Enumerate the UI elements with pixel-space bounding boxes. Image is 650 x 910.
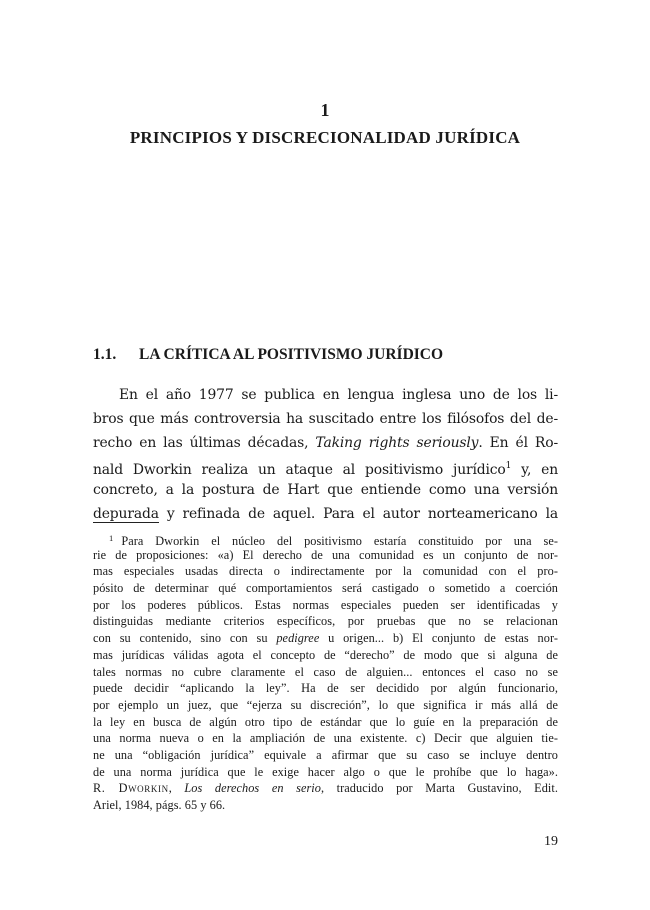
body-text-run: y, en	[511, 462, 558, 479]
footnote-line: por ejemplo un juez, que “ejerza su discreción”, lo que significa ir más allá de	[93, 697, 558, 712]
chapter-title: PRINCIPIOS Y DISCRECIONALIDAD JURÍDICA	[129, 128, 521, 147]
footnote-mark: 1	[109, 533, 114, 543]
footnote-line: puede decidir “aplicando la ley”. Ha de ser decidido por algún funcionario,	[93, 681, 558, 696]
body-text-run: recho en las últimas décadas,	[93, 434, 316, 451]
body-line: En el año 1977 se publica en lengua inglesa uno de los li-	[119, 387, 558, 403]
section-number: 1.1.	[93, 346, 117, 363]
cited-title-italic: Los derechos en serio	[184, 781, 321, 796]
footnote-line: la ley en busca de algún otro tipo de estándar que lo guíe en la preparación de	[93, 714, 558, 729]
footnote-line	[93, 780, 558, 797]
footnote-line: mas especiales usadas directa o indirectamente por la comunidad con el pro-	[93, 564, 558, 579]
footnote-line	[93, 530, 558, 547]
book-title-italic: Taking rights seriously	[315, 434, 479, 451]
footnote-line: rie de proposiciones: «a) El derecho de una comunidad es un conjunto de nor-	[93, 547, 558, 562]
footnote-line: Ariel, 1984, págs. 65 y 66.	[93, 798, 226, 812]
section-heading	[93, 346, 563, 364]
footnote-line	[93, 630, 558, 647]
footnote-line: una norma nueva o en la ampliación de una existente. c) Decir que alguien tie-	[93, 731, 558, 746]
footnote-line: distinguidas mediante criterios específicos, por pruebas que no se relacionan	[93, 614, 558, 629]
body-line: bros que más controversia ha suscitado entre los filósofos del de-	[93, 410, 558, 427]
footnote	[93, 530, 558, 814]
body-text-run: nald Dworkin realiza un ataque al positivismo jurídico	[93, 462, 506, 479]
footnote-text-run: con su contenido, sino con su	[93, 631, 277, 646]
author-name: R. Dworkin	[93, 781, 169, 796]
body-line	[93, 432, 558, 456]
footnote-text-run: , traducido por Marta Gustavino, Edit.	[320, 781, 558, 796]
footnote-line: pósito de determinar qué comportamientos será castigado o sometido a coerción	[93, 581, 558, 596]
page-number: 19	[544, 834, 558, 849]
footnote-line: ne una “obligación jurídica” equivale a afirmar que su caso se incluye dentro	[93, 747, 558, 762]
footnote-reference: 1	[505, 461, 512, 472]
footnote-line: de una norma jurídica que le exige hacer algo o que le prohíbe que lo haga».	[93, 764, 558, 779]
body-paragraph	[93, 384, 558, 527]
footnote-text-run: Para Dworkin el núcleo del positivismo estaría constituido por una se-	[121, 534, 558, 548]
footnote-text-run: u origen... b) El conjunto de estas nor-	[319, 631, 558, 646]
body-line: depurada y refinada de aquel. Para el autor norteamericano la	[93, 505, 558, 522]
section-title: LA CRÍTICA AL POSITIVISMO JURÍDICO	[139, 346, 444, 363]
body-line	[93, 455, 558, 479]
footnote-line: tales normas no cubre claramente el caso de alguien... entonces el caso no se	[93, 664, 558, 679]
body-text-run: . En él Ro-	[478, 434, 559, 451]
footnote-text-run: ,	[168, 781, 185, 796]
italic-term: pedigree	[276, 631, 320, 646]
footnote-line: por los poderes públicos. Estas normas especiales pueden ser identificadas y	[93, 597, 558, 612]
footnote-line: mas jurídicas válidas agota el concepto de “derecho” de modo que si alguna de	[93, 647, 558, 662]
chapter-number: 1	[320, 100, 330, 120]
body-line: concreto, a la postura de Hart que entiende como una versión	[93, 482, 558, 499]
footnote-divider	[93, 522, 159, 523]
